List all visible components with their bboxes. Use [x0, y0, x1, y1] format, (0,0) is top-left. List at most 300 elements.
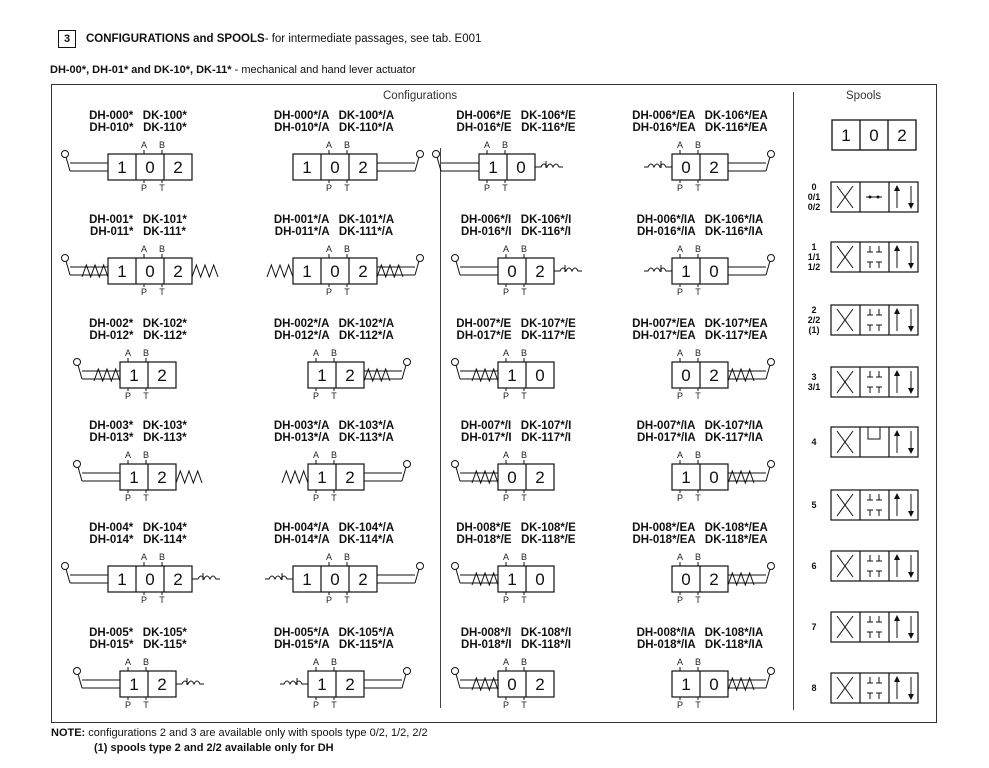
cell-number: 0 [709, 262, 719, 281]
lever-knob [768, 563, 775, 570]
port-label: B [142, 450, 150, 460]
config-code-line: DH-014* DK-114* [89, 534, 187, 546]
spool-label-line: 2/2 [807, 315, 821, 325]
port-label: A [502, 657, 510, 667]
cell-number: 1 [681, 675, 691, 694]
config-code-line: DH-016*/E DK-116*/E [456, 122, 576, 134]
port-label: P [502, 287, 510, 297]
spool-label-line: 1/2 [807, 262, 821, 272]
valve-symbol [74, 450, 203, 503]
port-label: P [676, 595, 684, 605]
config-code-line: DH-012*/A DK-112*/A [274, 330, 394, 342]
arrow-head [908, 694, 914, 700]
arrow-head [908, 633, 914, 639]
spool-label-line: 7 [811, 622, 817, 632]
lever-knob [768, 359, 775, 366]
detent [176, 681, 204, 684]
port-label: B [520, 657, 528, 667]
spool-label [800, 500, 828, 510]
spool-header-number: 2 [897, 126, 907, 145]
cell-number: 1 [129, 468, 139, 487]
port-label: B [694, 552, 702, 562]
subtitle-models: DH-00*, DH-01* and DK-10*, DK-11* [50, 64, 232, 76]
cell-number: 2 [345, 468, 355, 487]
arrow-head [908, 572, 914, 578]
port-label: T [695, 183, 701, 193]
port-label: T [344, 183, 350, 193]
spool-box [831, 612, 918, 642]
port-label: P [676, 391, 684, 401]
port-label: T [695, 700, 701, 710]
cell-number: 2 [535, 675, 545, 694]
config-code-line: DH-016*/I DK-116*/I [461, 226, 571, 238]
lever-handle [766, 467, 770, 481]
port-label: B [142, 657, 150, 667]
valve-symbol [74, 348, 177, 401]
cell-number: 1 [317, 366, 327, 385]
config-code-line: DH-004*/A DK-104*/A [273, 522, 395, 534]
spool-box [831, 551, 918, 581]
cell-number: 2 [358, 570, 368, 589]
config-code-line: DH-015*/A DK-115*/A [274, 639, 394, 651]
cell-number: 1 [681, 262, 691, 281]
cell-number: 1 [117, 158, 127, 177]
cell-number: 2 [345, 366, 355, 385]
cell-number: 0 [681, 570, 691, 589]
cell-number: 0 [145, 262, 155, 281]
spool-label-line: (1) [808, 325, 820, 335]
port-label: P [312, 700, 320, 710]
spool-label [800, 683, 828, 693]
port-label: B [520, 348, 528, 358]
port-label: A [502, 244, 510, 254]
valve-symbol [452, 348, 555, 401]
port-label: B [330, 348, 338, 358]
cell-number: 0 [681, 366, 691, 385]
port-label: P [325, 287, 333, 297]
arrow-head [908, 203, 914, 209]
port-label: P [140, 287, 148, 297]
valve-symbol [672, 450, 775, 503]
spool-label-line: 8 [811, 683, 817, 693]
config-code-line: DH-002*/A DK-102*/A [273, 318, 395, 330]
lever-handle [78, 365, 82, 379]
lever-handle [402, 674, 406, 688]
lever-handle [456, 365, 460, 379]
lever-handle [766, 261, 770, 275]
config-code-line: DH-002* DK-102* [89, 318, 187, 330]
port-label: A [140, 552, 148, 562]
config-code-line: DH-017*/E DK-117*/E [456, 330, 576, 342]
cell-number: 0 [681, 158, 691, 177]
config-code-line: DH-013*/A DK-113*/A [274, 432, 394, 444]
lever-handle [437, 157, 441, 171]
valve-symbol [672, 348, 775, 401]
lever-knob [62, 563, 69, 570]
port-label: B [158, 552, 166, 562]
config-code-line: DH-011* DK-111* [90, 226, 186, 238]
cell-number: 1 [117, 262, 127, 281]
port-label: P [325, 183, 333, 193]
port-label: B [520, 552, 528, 562]
port-label: P [312, 493, 320, 503]
port-label: B [330, 450, 338, 460]
spool-box [831, 427, 918, 457]
section-title: CONFIGURATIONS and SPOOLS [86, 33, 265, 45]
config-code-line: DH-006*/IA DK-106*/IA [636, 214, 764, 226]
port-label: P [676, 183, 684, 193]
spool-label [800, 242, 828, 272]
spool-symbol [831, 427, 918, 457]
arrow-head [894, 370, 900, 376]
port-label: B [343, 140, 351, 150]
spool-symbol [831, 490, 918, 520]
valve-symbol [265, 552, 424, 605]
spool-label-line: 0/2 [807, 202, 821, 212]
port-label: T [143, 700, 149, 710]
port-label: T [143, 391, 149, 401]
config-code-line: DH-006*/E DK-106*/E [456, 110, 576, 122]
spool-label [800, 372, 828, 392]
cell-number: 2 [535, 262, 545, 281]
port-label: T [331, 700, 337, 710]
cell-number: 2 [157, 468, 167, 487]
config-code-line: DH-018*/IA DK-118*/IA [636, 639, 764, 651]
cell-number: 1 [507, 570, 517, 589]
port-label: P [483, 183, 491, 193]
port-label: A [676, 244, 684, 254]
valve-symbol [280, 657, 411, 710]
spool-symbol [831, 612, 918, 642]
spool-label [800, 437, 828, 447]
lever-knob [417, 151, 424, 158]
lever-handle [766, 365, 770, 379]
lever-knob [404, 359, 411, 366]
cell-number: 1 [129, 366, 139, 385]
valve-symbol [267, 244, 424, 297]
note-text: configurations 2 and 3 are available only with spools type 0/2, 1/2, 2/2 [85, 727, 428, 739]
valve-symbol [293, 140, 424, 193]
port-label: T [143, 493, 149, 503]
port-label: B [694, 140, 702, 150]
lever-handle [766, 569, 770, 583]
config-code-line: DH-015* DK-115* [89, 639, 187, 651]
port-label: A [676, 348, 684, 358]
port-label: A [124, 657, 132, 667]
cell-number: 1 [317, 675, 327, 694]
port-label: T [521, 700, 527, 710]
cell-number: 0 [535, 570, 545, 589]
arrow-head [894, 676, 900, 682]
cell-number: 2 [709, 570, 719, 589]
port-label: P [140, 183, 148, 193]
arrow-head [908, 326, 914, 332]
port-label: A [325, 244, 333, 254]
spool-label-line: 0 [811, 182, 817, 192]
lever-knob [452, 668, 459, 675]
lever-knob [417, 255, 424, 262]
valve-symbol [452, 244, 583, 297]
spool-header [832, 120, 916, 150]
config-code-line: DH-007*/E DK-107*/E [456, 318, 576, 330]
lever-knob [452, 461, 459, 468]
section-number: 3 [58, 30, 76, 48]
lever-knob [74, 359, 81, 366]
config-code-line: DH-012* DK-112* [89, 330, 187, 342]
detent [535, 164, 563, 167]
cell-number: 1 [317, 468, 327, 487]
lever-knob [433, 151, 440, 158]
valve-symbol [452, 657, 555, 710]
cell-number: 1 [129, 675, 139, 694]
detent [644, 268, 672, 271]
valve-symbol [74, 657, 205, 710]
config-code-line: DH-010* DK-110* [89, 122, 187, 134]
lever-handle [456, 674, 460, 688]
cell-number: 0 [507, 675, 517, 694]
port-label: T [695, 595, 701, 605]
lever-knob [74, 461, 81, 468]
lever-handle [456, 261, 460, 275]
lever-handle [66, 569, 70, 583]
section-title-suffix: - for intermediate passages, see tab. E001 [264, 33, 482, 45]
note-footnote: (1) spools type 2 and 2/2 available only for DH [94, 742, 334, 754]
spool-label-line: 3 [811, 372, 817, 382]
config-code-line: DH-005*/A DK-105*/A [273, 627, 395, 639]
spool-box [831, 305, 918, 335]
port-label: A [124, 450, 132, 460]
cell-number: 2 [173, 262, 183, 281]
arrow-head [894, 493, 900, 499]
subtitle-desc: - mechanical and hand lever actuator [231, 64, 416, 76]
port-label: P [124, 700, 132, 710]
spool-symbol [831, 182, 918, 212]
spool-box [831, 367, 918, 397]
spool-label [800, 305, 828, 335]
valve-symbol [433, 140, 564, 193]
port-label: A [676, 657, 684, 667]
port-label: T [502, 183, 508, 193]
lever-handle [66, 157, 70, 171]
cell-number: 0 [516, 158, 526, 177]
spool-label-line: 1 [811, 242, 817, 252]
spring [192, 265, 218, 277]
port-label: A [325, 552, 333, 562]
port-label: B [142, 348, 150, 358]
port-label: T [331, 493, 337, 503]
port-label: B [330, 657, 338, 667]
spool-label-line: 3/1 [807, 382, 821, 392]
port-label: A [676, 552, 684, 562]
lever-handle [415, 569, 419, 583]
port-label: T [344, 287, 350, 297]
port-label: A [502, 450, 510, 460]
cell-number: 1 [302, 158, 312, 177]
lever-handle [415, 261, 419, 275]
valve-symbol [644, 140, 775, 193]
port-label: T [344, 595, 350, 605]
spool-box [831, 673, 918, 703]
port-label: B [694, 657, 702, 667]
port-label: P [502, 391, 510, 401]
spool-label-line: 0/1 [807, 192, 821, 202]
arrow-head [894, 430, 900, 436]
port-label: P [124, 493, 132, 503]
valve-symbol [452, 450, 555, 503]
config-code-line: DH-018*/E DK-118*/E [456, 534, 576, 546]
config-code-line: DH-003* DK-103* [89, 420, 187, 432]
cell-number: 2 [173, 570, 183, 589]
lever-handle [402, 467, 406, 481]
lever-handle [66, 261, 70, 275]
valve-symbol [452, 552, 555, 605]
spool-label-line: 4 [811, 437, 817, 447]
port-label: A [502, 348, 510, 358]
spool-label-line: 2 [811, 305, 817, 315]
port-label: P [676, 700, 684, 710]
spool-label [800, 182, 828, 212]
cell-number: 0 [145, 158, 155, 177]
cell-number: 2 [345, 675, 355, 694]
detent [554, 268, 582, 271]
lever-knob [452, 255, 459, 262]
cell-number: 1 [681, 468, 691, 487]
lever-knob [404, 461, 411, 468]
valve-symbol [62, 552, 221, 605]
port-label: T [695, 287, 701, 297]
arrow-head [894, 615, 900, 621]
arrow-head [894, 245, 900, 251]
spring [282, 471, 308, 483]
config-code-line: DH-018*/EA DK-118*/EA [632, 534, 768, 546]
lever-handle [78, 674, 82, 688]
port-label: B [520, 244, 528, 254]
cell-number: 2 [157, 675, 167, 694]
spools-caption: Spools [846, 90, 882, 102]
lever-handle [78, 467, 82, 481]
lever-knob [74, 668, 81, 675]
spool-box [831, 242, 918, 272]
config-code-line: DH-001* DK-101* [89, 214, 187, 226]
port-label: B [501, 140, 509, 150]
lever-handle [766, 674, 770, 688]
spring [176, 471, 202, 483]
port-label: A [312, 348, 320, 358]
config-code-line: DH-011*/A DK-111*/A [274, 226, 394, 238]
valve-symbol [308, 348, 411, 401]
spool-header-number: 1 [841, 126, 851, 145]
valve-symbol [282, 450, 411, 503]
port-label: A [502, 552, 510, 562]
config-code-line: DH-008*/I DK-108*/I [460, 627, 572, 639]
port-label: B [694, 348, 702, 358]
spool-symbol [831, 242, 918, 272]
config-code-line: DH-007*/I DK-107*/I [460, 420, 572, 432]
spool-symbol [831, 367, 918, 397]
spool-symbol [831, 673, 918, 703]
arrow-head [894, 185, 900, 191]
lever-knob [452, 563, 459, 570]
port-label: A [676, 450, 684, 460]
port-label: A [140, 244, 148, 254]
port-label: T [695, 391, 701, 401]
cell-number: 0 [330, 262, 340, 281]
arrow-head [894, 554, 900, 560]
cell-number: 2 [709, 158, 719, 177]
port-label: P [676, 493, 684, 503]
port-label: A [124, 348, 132, 358]
config-code-line: DH-008*/IA DK-108*/IA [636, 627, 764, 639]
spool-symbol [831, 551, 918, 581]
config-code-line: DH-017*/IA DK-117*/IA [636, 432, 764, 444]
lever-handle [766, 157, 770, 171]
cell-number: 0 [330, 570, 340, 589]
port-label: A [325, 140, 333, 150]
port-label: B [158, 140, 166, 150]
detent [265, 576, 293, 579]
port-label: A [676, 140, 684, 150]
port-label: A [312, 450, 320, 460]
port-label: T [521, 391, 527, 401]
port-label: B [158, 244, 166, 254]
port-label: B [694, 450, 702, 460]
lever-knob [768, 255, 775, 262]
config-code-line: DH-008*/EA DK-108*/EA [632, 522, 768, 534]
lever-handle [415, 157, 419, 171]
port-label: B [694, 244, 702, 254]
port-label: P [124, 391, 132, 401]
lever-knob [452, 359, 459, 366]
center-path [868, 427, 880, 439]
cell-number: 1 [507, 366, 517, 385]
cell-number: 2 [358, 262, 368, 281]
cell-number: 0 [709, 468, 719, 487]
detent [644, 164, 672, 167]
config-code-line: DH-016*/EA DK-116*/EA [632, 122, 768, 134]
cell-number: 0 [507, 468, 517, 487]
arrow-head [908, 448, 914, 454]
port-label: A [312, 657, 320, 667]
port-label: P [676, 287, 684, 297]
config-code-line: DH-008*/E DK-108*/E [456, 522, 576, 534]
cell-number: 1 [302, 570, 312, 589]
spool-label-line: 1/1 [807, 252, 821, 262]
spool-label [800, 622, 828, 632]
detent [192, 576, 220, 579]
config-code-line: DH-004* DK-104* [89, 522, 187, 534]
config-code-line: DH-007*/EA DK-107*/EA [632, 318, 768, 330]
lever-knob [768, 668, 775, 675]
valve-symbol [644, 244, 775, 297]
spool-symbol [831, 305, 918, 335]
config-code-line: DH-006*/EA DK-106*/EA [632, 110, 768, 122]
spool-label-line: 6 [811, 561, 817, 571]
cell-number: 0 [330, 158, 340, 177]
port-label: A [483, 140, 491, 150]
spool-box [831, 490, 918, 520]
cell-number: 0 [535, 366, 545, 385]
port-label: B [343, 552, 351, 562]
lever-knob [62, 151, 69, 158]
port-label: P [140, 595, 148, 605]
port-label: T [521, 493, 527, 503]
detent [280, 681, 308, 684]
configurations-caption: Configurations [383, 90, 458, 102]
port-label: P [325, 595, 333, 605]
valve-symbol [672, 657, 775, 710]
port-label: T [521, 287, 527, 297]
config-code-line: DH-006*/I DK-106*/I [460, 214, 572, 226]
